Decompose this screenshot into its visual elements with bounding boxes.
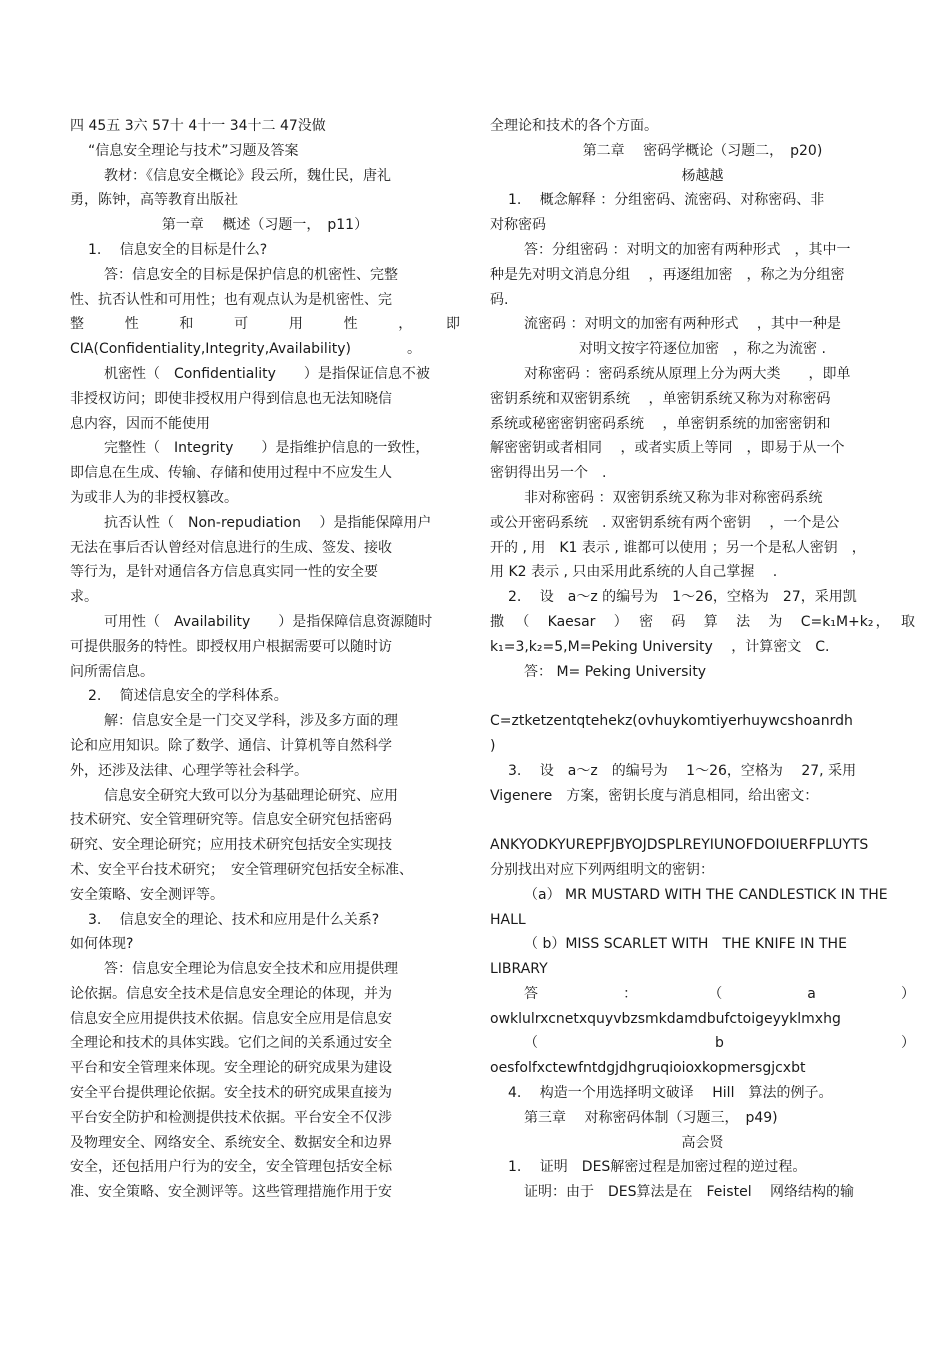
text-line: 答： M= Peking University [524, 663, 707, 680]
text-line: 第二章 密码学概论（习题二， p20) [582, 142, 823, 159]
text-line: 对明文按字符逐位加密 ，称之为流密 . [579, 341, 826, 358]
text-line: 勇，陈钟，高等教育出版社 [70, 192, 238, 209]
text-line: 及物理安全、网络安全、系统安全、数据安全和边界 [70, 1134, 392, 1151]
text-line: ) [490, 737, 496, 754]
text-line: 论依据。信息安全技术是信息安全理论的体现，并为 [70, 985, 392, 1002]
text-line: 为或非人为的非授权篡改。 [70, 489, 238, 506]
text-line: 解：信息安全是一门交叉学科，涉及多方面的理 [104, 713, 398, 730]
text-line: 求。 [70, 589, 98, 606]
text-line: （ b ） [524, 1035, 915, 1052]
text-line: 分别找出对应下列两组明文的密钥： [490, 861, 714, 878]
text-line: 等行为，是针对通信各方信息真实同一性的安全要 [70, 564, 378, 581]
left-column [70, 114, 460, 1205]
text-line: （a） MR MUSTARD WITH THE CANDLESTICK IN THE [524, 886, 888, 903]
text-line: 即信息在生成、传输、存储和使用过程中不应发生人 [70, 465, 392, 482]
text-line: 息内容，因而不能使用 [70, 415, 210, 432]
text-line: 种是先对明文消息分组 ，再逐组加密 ，称之为分组密 [490, 266, 845, 283]
text-line: 技术研究、安全管理研究等。信息安全研究包括密码 [70, 812, 392, 829]
text-line: 对称密码 ：密码系统从原理上分为两大类 ，即单 [524, 365, 851, 382]
text-line: 撒 （ Kaesar ） 密 码 算 法 为 C=k₁M+k₂， 取 [490, 613, 915, 630]
text-line: 外，还涉及法律、心理学等社会科学。 [70, 762, 308, 779]
text-line: 密钥系统和双密钥系统 ，单密钥系统又称为对称密码 [490, 390, 831, 407]
text-line: 性、抗否认性和可用性；也有观点认为是机密性、完 [70, 291, 392, 308]
text-line: 高会贤 [681, 1134, 724, 1151]
text-line: oesfolfxctewfntdgjdhgruqioioxkopmersgjcxbt [490, 1060, 806, 1077]
text-line: 四 45五 3六 57十 4十一 34十二 47没做 [70, 118, 326, 134]
text-line: 机密性（ Confidentiality ）是指保证信息不被 [104, 365, 430, 382]
text-line: 1. 概念解释 ：分组密码、流密码、对称密码、非 [508, 192, 825, 209]
text-line: 如何体现? [70, 936, 134, 953]
text-line: 答 ： （ a ） [524, 985, 915, 1002]
text-line: 3. 设 a～z 的编号为 1～26，空格为 27, 采用 [508, 762, 857, 779]
text-line: 全理论和技术的各个方面。 [490, 118, 658, 134]
text-line: 杨越越 [681, 167, 724, 184]
text-line: 问所需信息。 [70, 663, 154, 680]
text-line: Vigenere 方案，密钥长度与消息相同，给出密文： [490, 787, 819, 804]
text-line: 证明：由于 DES算法是在 Feistel 网络结构的输 [524, 1184, 855, 1201]
text-line: 答：信息安全理论为信息安全技术和应用提供理 [104, 961, 398, 978]
text-line: 安全策略、安全测评等。 [70, 886, 224, 903]
text-line: 可提供服务的特性。即授权用户根据需要可以随时访 [70, 638, 392, 655]
text-line: 系统或秘密密钥密码系统 ，单密钥系统的加密密钥和 [490, 415, 831, 432]
text-line: 论和应用知识。除了数学、通信、计算机等自然科学 [70, 737, 392, 754]
text-line: 第一章 概述（习题一， p11） [161, 217, 369, 234]
text-line: 码. [490, 291, 509, 308]
text-line: 答：信息安全的目标是保护信息的机密性、完整 [104, 266, 398, 283]
text-line: 2. 简述信息安全的学科体系。 [88, 688, 288, 705]
text-line: “信息安全理论与技术”习题及答案 [88, 142, 299, 159]
text-line: 解密密钥或者相同 ，或者实质上等同 ，即易于从一个 [490, 440, 845, 457]
text-line: k₁=3,k₂=5,M=Peking University ，计算密文 C. [490, 638, 830, 655]
text-line: 第三章 对称密码体制（习题三， p49) [524, 1109, 778, 1126]
text-line: 全理论和技术的具体实践。它们之间的关系通过安全 [70, 1035, 392, 1052]
text-line: 教材：《信息安全概论》段云所，魏仕民，唐礼 [104, 167, 391, 184]
text-line: 信息安全研究大致可以分为基础理论研究、应用 [104, 787, 398, 804]
text-line [490, 684, 915, 709]
right-column [490, 114, 915, 1205]
text-line: owklulrxcnetxquyvbzsmkdamdbufctoigeyyklmxhg [490, 1010, 841, 1027]
text-line [490, 808, 915, 833]
text-line: 3. 信息安全的理论、技术和应用是什么关系? [88, 911, 380, 928]
text-line: 对称密码 [490, 217, 546, 234]
text-line: 2. 设 a～z 的编号为 1～26，空格为 27，采用凯 [508, 589, 857, 606]
text-line: （ b）MISS SCARLET WITH THE KNIFE IN THE [524, 936, 847, 953]
text-line: 完整性（ Integrity ）是指维护信息的一致性， [104, 440, 430, 457]
text-line: LIBRARY [490, 961, 548, 978]
text-line: 非对称密码 ：双密钥系统又称为非对称密码系统 [524, 489, 823, 506]
text-line: 准、安全策略、安全测评等。这些管理措施作用于安 [70, 1184, 392, 1201]
text-line: 1. 信息安全的目标是什么? [88, 241, 268, 258]
text-line: 抗否认性（ Non-repudiation ）是指能保障用户 [104, 514, 432, 531]
text-line: HALL [490, 911, 526, 928]
text-line: CIA(Confidentiality,Integrity,Availability) 。 [70, 341, 421, 358]
text-line: 研究、安全理论研究；应用技术研究包括安全实现技 [70, 837, 392, 854]
text-line: 答：分组密码 ：对明文的加密有两种形式 ，其中一 [524, 241, 851, 258]
text-line: 平台安全防护和检测提供技术依据。平台安全不仅涉 [70, 1109, 392, 1126]
text-line: 密钥得出另一个 . [490, 465, 607, 482]
text-line: 无法在事后否认曾经对信息进行的生成、签发、接收 [70, 539, 392, 556]
text-line: 安全平台提供理论依据。安全技术的研究成果直接为 [70, 1085, 392, 1102]
text-line: 可用性（ Availability ）是指保障信息资源随时 [104, 613, 433, 630]
text-line: 用 K2 表示 , 只由采用此系统的人自己掌握 . [490, 564, 778, 581]
text-line: 4. 构造一个用选择明文破译 Hill 算法的例子。 [508, 1085, 833, 1102]
text-line: 信息安全应用提供技术依据。信息安全应用是信息安 [70, 1010, 392, 1027]
text-line: 整 性 和 可 用 性 ， 即 [70, 316, 460, 333]
text-line: 流密码 ：对明文的加密有两种形式 ，其中一种是 [524, 316, 841, 333]
text-line: 开的 , 用 K1 表示 , 谁都可以使用 ；另一个是私人密钥 ， [490, 539, 866, 556]
text-line: C=ztketzentqtehekz(ovhuykomtiyerhuywcshoanrdh [490, 713, 853, 730]
text-line: 1. 证明 DES解密过程是加密过程的逆过程。 [508, 1159, 807, 1176]
text-line: 非授权访问；即使非授权用户得到信息也无法知晓信 [70, 390, 392, 407]
text-line: 平台和安全管理来体现。安全理论的研究成果为建设 [70, 1060, 392, 1077]
text-line: 安全，还包括用户行为的安全，安全管理包括安全标 [70, 1159, 392, 1176]
text-line: ANKYODKYUREPFJBYOJDSPLREYIUNOFDOIUERFPLUYTS [490, 837, 869, 854]
text-line: 术、安全平台技术研究； 安全管理研究包括安全标准、 [70, 861, 413, 878]
text-line: 或公开密码系统 . 双密钥系统有两个密钥 ，一个是公 [490, 514, 840, 531]
